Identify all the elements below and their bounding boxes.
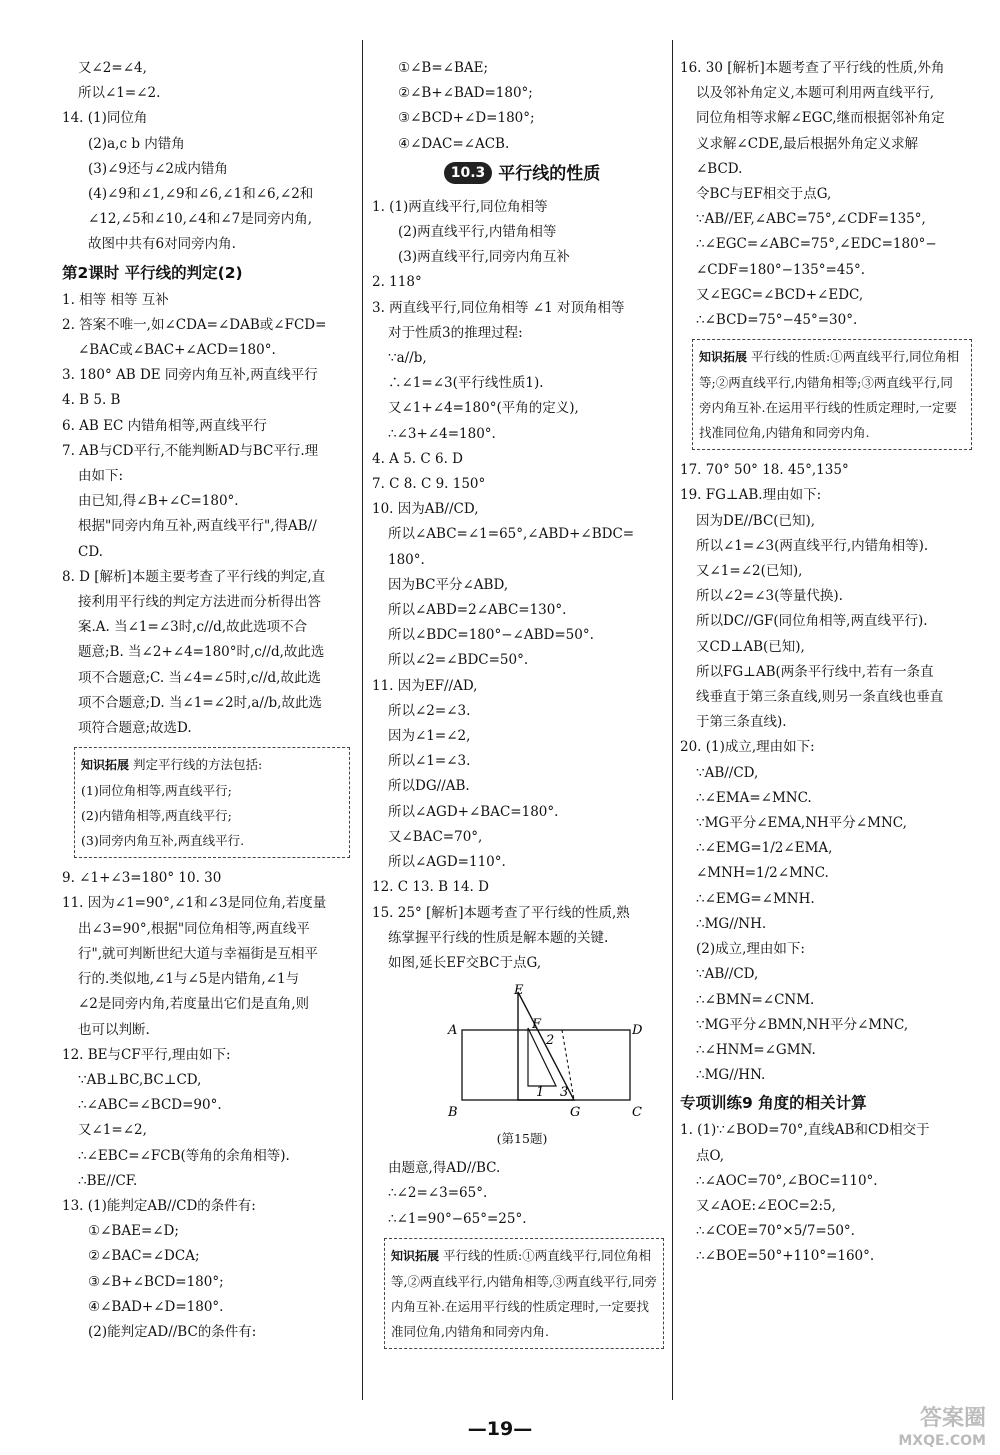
knowledge-tag: 知识拓展 bbox=[391, 1248, 440, 1263]
answer-line: 6. AB EC 内错角相等,两直线平行 bbox=[62, 417, 267, 434]
answer-line: 所以DC//GF(同位角相等,两直线平行). bbox=[696, 613, 928, 630]
section-badge: 10.3 bbox=[444, 162, 493, 184]
answer-line: 如图,延长EF交BC于点G, bbox=[388, 954, 542, 971]
answer-line: ②∠BAC=∠DCA; bbox=[88, 1248, 200, 1265]
answer-line: ∴∠EMG=∠MNH. bbox=[696, 890, 815, 907]
answer-line: 因为∠1=∠2, bbox=[388, 728, 471, 745]
knowledge-tag: 知识拓展 bbox=[81, 758, 130, 773]
knowledge-text: 平行线的性质:①两直线平行,同位角相等;②两直线平行,内错角相等;③两直线平行,同旁内角互补.在运用平行线的性质定理时,一定要找准同位角,内错角和同旁内角. bbox=[699, 349, 960, 441]
answer-line: 因为BC平分∠ABD, bbox=[388, 576, 509, 593]
section-heading bbox=[372, 159, 672, 189]
answer-line: 又∠2=∠4, bbox=[78, 60, 147, 76]
answer-line: CD. bbox=[78, 543, 103, 560]
label-F: F bbox=[532, 1017, 542, 1033]
answer-line: ∴∠EMA=∠MNC. bbox=[696, 789, 812, 806]
answer-line: 故图中共有6对同旁内角. bbox=[88, 236, 236, 253]
answer-line: 所以∠1=∠2. bbox=[78, 85, 161, 102]
answer-line: 根据"同旁内角互补,两直线平行",得AB// bbox=[78, 518, 317, 535]
answer-line: ∵MG平分∠EMA,NH平分∠MNC, bbox=[696, 815, 907, 832]
answer-line: ∵AB⊥BC,BC⊥CD, bbox=[78, 1071, 202, 1088]
answer-block-3 bbox=[372, 56, 672, 157]
answer-line: (2)能判定AD//BC的条件有: bbox=[88, 1323, 257, 1340]
knowledge-text: 平行线的性质:①两直线平行,同位角相等,②两直线平行,内错角相等,③两直线平行,同旁内角互补.在运用平行线的性质定理时,一定要找准同位角,内错角和同旁内角. bbox=[391, 1247, 657, 1339]
answer-line: ∵AB//EF,∠ABC=75°,∠CDF=135°, bbox=[696, 211, 926, 228]
answer-line: 又∠1=∠2(已知), bbox=[696, 563, 803, 580]
answer-line: 180°. bbox=[388, 551, 425, 568]
answer-line: ④∠BAD+∠D=180°. bbox=[88, 1298, 224, 1315]
answer-line: 线垂直于第三条直线,则另一条直线也垂直 bbox=[696, 689, 944, 706]
answer-line: 同位角相等求解∠EGC,继而根据邻补角定 bbox=[696, 110, 945, 127]
answer-line: 所以∠1=∠3. bbox=[388, 753, 471, 770]
column-divider bbox=[672, 40, 673, 1400]
lesson-heading: 第2课时 平行线的判定(2) bbox=[62, 263, 243, 282]
answer-line: (4)∠9和∠1,∠9和∠6,∠1和∠6,∠2和 bbox=[88, 186, 314, 203]
answer-line: ∠2是同旁内角,若度量出它们是直角,则 bbox=[78, 996, 309, 1013]
answer-line: 1. (1)两直线平行,同位角相等 bbox=[372, 198, 548, 215]
page-number: —19— bbox=[467, 1418, 533, 1440]
answer-line: ∴∠EBC=∠FCB(等角的余角相等). bbox=[78, 1147, 290, 1164]
knowledge-tag: 知识拓展 bbox=[699, 350, 748, 365]
answer-line: 项不合题意;C. 当∠4=∠5时,c//d,故此选 bbox=[78, 669, 321, 686]
answer-line: 20. (1)成立,理由如下: bbox=[680, 739, 815, 756]
answer-line: ②∠B+∠BAD=180°; bbox=[398, 85, 533, 102]
answer-line: ∠CDF=180°−135°=45°. bbox=[696, 261, 866, 278]
answer-block-4 bbox=[372, 195, 672, 976]
answer-line: 所以∠ABC=∠1=65°,∠ABD+∠BDC= bbox=[388, 526, 635, 543]
label-3: 3 bbox=[560, 1085, 569, 1101]
answer-line: ∴∠1=90°−65°=25°. bbox=[388, 1210, 527, 1227]
answer-line: ∴MG//HN. bbox=[696, 1067, 766, 1084]
answer-line: ∴BE//CF. bbox=[78, 1172, 138, 1189]
answer-line: 又∠1+∠4=180°(平角的定义), bbox=[388, 400, 579, 417]
answer-block-7 bbox=[680, 458, 980, 1269]
answer-line: 所以∠1=∠3(两直线平行,内错角相等). bbox=[696, 537, 929, 554]
label-D: D bbox=[632, 1023, 642, 1039]
answer-line: 16. 30 [解析]本题考查了平行线的性质,外角 bbox=[680, 60, 945, 76]
answer-line: ∴∠ABC=∠BCD=90°. bbox=[78, 1097, 222, 1114]
answer-line: ∴∠HNM=∠GMN. bbox=[696, 1041, 816, 1058]
answer-line: 所以∠AGD=110°. bbox=[388, 854, 506, 871]
answer-line: ∴∠BCD=75°−45°=30°. bbox=[696, 312, 858, 329]
answer-line: 所以DG//AB. bbox=[388, 778, 470, 795]
answer-line: ∵AB//CD, bbox=[696, 764, 759, 781]
knowledge-line: 判定平行线的方法包括: bbox=[133, 757, 263, 773]
answer-line: 所以FG⊥AB(两条平行线中,若有一条直 bbox=[696, 663, 934, 680]
answer-line: ∠12,∠5和∠10,∠4和∠7是同旁内角, bbox=[88, 211, 313, 228]
answer-line: ∴∠1=∠3(平行线性质1). bbox=[388, 375, 544, 392]
answer-line: 19. FG⊥AB.理由如下: bbox=[680, 487, 822, 504]
answer-line: 由题意,得AD//BC. bbox=[388, 1160, 501, 1177]
answer-line: 7. C 8. C 9. 150° bbox=[372, 476, 486, 493]
knowledge-line: (3)同旁内角互补,两直线平行. bbox=[81, 833, 245, 849]
answer-line: ①∠BAE=∠D; bbox=[88, 1223, 179, 1240]
answer-line: (2)a,c b 内错角 bbox=[88, 135, 185, 152]
answer-line: 2. 118° bbox=[372, 274, 422, 291]
answer-line: 义求解∠CDE,最后根据外角定义求解 bbox=[696, 135, 919, 152]
answer-line: (2)两直线平行,内错角相等 bbox=[398, 224, 557, 241]
answer-line: 于第三条直线). bbox=[696, 714, 787, 731]
column-divider bbox=[362, 40, 363, 1400]
label-2: 2 bbox=[546, 1033, 555, 1049]
answer-block-5 bbox=[372, 1156, 672, 1232]
answer-line: ∴∠2=∠3=65°. bbox=[388, 1185, 488, 1202]
answer-line: 所以∠2=∠3. bbox=[388, 702, 471, 719]
answer-line: ∴∠BMN=∠CNM. bbox=[696, 991, 815, 1008]
answer-line: 12. C 13. B 14. D bbox=[372, 879, 489, 896]
answer-line: 15. 25° [解析]本题考查了平行线的性质,熟 bbox=[372, 904, 630, 921]
answer-line: 又∠BAC=70°, bbox=[388, 828, 483, 845]
answer-line: 所以∠2=∠3(等量代换). bbox=[696, 588, 843, 605]
answer-line: 4. B 5. B bbox=[62, 392, 121, 409]
knowledge-line: (1)同位角相等,两直线平行; bbox=[81, 783, 232, 799]
answer-line: 14. (1)同位角 bbox=[62, 110, 148, 127]
answer-line: 因为DE//BC(已知), bbox=[696, 512, 816, 529]
answer-line: ∵a//b, bbox=[388, 350, 427, 367]
answer-line: ③∠B+∠BCD=180°; bbox=[88, 1273, 224, 1290]
answer-line: 又CD⊥AB(已知), bbox=[696, 638, 805, 655]
answer-line: 项不合题意;D. 当∠1=∠2时,a//b,故此选 bbox=[78, 694, 322, 711]
answer-line: 对于性质3的推理过程: bbox=[388, 324, 523, 341]
knowledge-box bbox=[74, 747, 350, 858]
answer-line: 又∠1=∠2, bbox=[78, 1122, 147, 1139]
answer-line: 又∠EGC=∠BCD+∠EDC, bbox=[696, 286, 864, 303]
answer-line: 17. 70° 50° 18. 45°,135° bbox=[680, 462, 849, 479]
answer-line: ∴∠EMG=1/2∠EMA, bbox=[696, 840, 833, 857]
answer-line: 令BC与EF相交于点G, bbox=[696, 186, 832, 203]
knowledge-box bbox=[384, 1238, 664, 1349]
answer-line: 12. BE与CF平行,理由如下: bbox=[62, 1046, 231, 1063]
watermark-text: 答案圈 bbox=[919, 1406, 986, 1431]
column-2 bbox=[372, 56, 672, 1357]
watermark-url: MXQE.COM bbox=[898, 1433, 986, 1449]
figure-15-diagram bbox=[442, 982, 642, 1122]
answer-line: ∠BAC或∠BAC+∠ACD=180°. bbox=[78, 342, 276, 359]
answer-line: ∴∠EGC=∠ABC=75°,∠EDC=180°− bbox=[696, 236, 937, 253]
answer-line: ∴MG//NH. bbox=[696, 915, 767, 932]
answer-line: 1. 相等 相等 互补 bbox=[62, 291, 169, 308]
answer-line: 4. A 5. C 6. D bbox=[372, 450, 463, 467]
answer-line: ∴∠AOC=70°,∠BOC=110°. bbox=[696, 1172, 878, 1189]
label-C: C bbox=[632, 1105, 642, 1121]
answer-block-1 bbox=[62, 56, 358, 741]
answer-line: 由已知,得∠B+∠C=180°. bbox=[78, 493, 239, 510]
answer-line: ∠BCD. bbox=[696, 160, 743, 177]
answer-line: 行的.类似地,∠1与∠5是内错角,∠1与 bbox=[78, 971, 300, 988]
answer-line: 13. (1)能判定AB//CD的条件有: bbox=[62, 1197, 256, 1214]
answer-line: (2)成立,理由如下: bbox=[696, 941, 805, 958]
answer-line: ∴∠BOE=50°+110°=160°. bbox=[696, 1248, 875, 1265]
answer-line: ∵MG平分∠BMN,NH平分∠MNC, bbox=[696, 1016, 909, 1033]
section-title: 平行线的性质 bbox=[498, 163, 601, 184]
figure-15 bbox=[442, 982, 642, 1126]
answer-line: 所以∠ABD=2∠ABC=130°. bbox=[388, 602, 567, 619]
answer-line: 2. 答案不唯一,如∠CDA=∠DAB或∠FCD= bbox=[62, 316, 327, 333]
figure-caption: (第15题) bbox=[496, 1131, 548, 1147]
answer-line: (3)∠9还与∠2成内错角 bbox=[88, 160, 228, 177]
label-G: G bbox=[570, 1105, 581, 1121]
answer-line: 以及邻补角定义,本题可利用两直线平行, bbox=[696, 85, 935, 102]
answer-line: 3. 180° AB DE 同旁内角互补,两直线平行 bbox=[62, 367, 318, 384]
knowledge-box bbox=[692, 339, 972, 450]
answer-line: 11. 因为EF//AD, bbox=[372, 677, 478, 694]
answer-line: 9. ∠1+∠3=180° 10. 30 bbox=[62, 870, 222, 887]
label-1: 1 bbox=[536, 1085, 545, 1101]
answer-line: 10. 因为AB//CD, bbox=[372, 501, 479, 518]
column-1 bbox=[62, 56, 358, 1345]
answer-line: ∴∠3+∠4=180°. bbox=[388, 425, 496, 442]
label-A: A bbox=[448, 1023, 458, 1039]
answer-line: 所以∠AGD+∠BAC=180°. bbox=[388, 803, 559, 820]
answer-line: 又∠AOE:∠EOC=2:5, bbox=[696, 1197, 836, 1214]
answer-line: 3. 两直线平行,同位角相等 ∠1 对顶角相等 bbox=[372, 299, 625, 316]
answer-block-2 bbox=[62, 866, 358, 1345]
column-3 bbox=[680, 56, 980, 1270]
answer-line: 1. (1)∵∠BOD=70°,直线AB和CD相交于 bbox=[680, 1122, 930, 1139]
answer-line: ∵AB//CD, bbox=[696, 966, 759, 983]
answer-line: 题意;B. 当∠2+∠4=180°时,c//d,故此选 bbox=[78, 644, 325, 661]
answer-line: 接利用平行线的判定方法进而分析得出答 bbox=[78, 594, 321, 611]
answer-line: 行",就可判断世纪大道与幸福街是互相平 bbox=[78, 945, 319, 962]
answer-line: 项符合题意;故选D. bbox=[78, 720, 192, 737]
answer-line: ①∠B=∠BAE; bbox=[398, 60, 489, 76]
answer-block-6 bbox=[680, 56, 980, 333]
knowledge-line: (2)内错角相等,两直线平行; bbox=[81, 808, 232, 824]
answer-line: (3)两直线平行,同旁内角互补 bbox=[398, 249, 570, 266]
answer-line: 点O, bbox=[696, 1147, 725, 1164]
answer-line: 出∠3=90°,根据"同位角相等,两直线平 bbox=[78, 920, 310, 937]
answer-line: ③∠BCD+∠D=180°; bbox=[398, 110, 535, 127]
label-E: E bbox=[514, 983, 524, 999]
answer-line: 7. AB与CD平行,不能判断AD与BC平行.理 bbox=[62, 442, 319, 459]
answer-line: 8. D [解析]本题主要考查了平行线的判定,直 bbox=[62, 568, 326, 585]
watermark-logo bbox=[898, 1408, 986, 1452]
answer-line: 也可以判断. bbox=[78, 1021, 150, 1038]
answer-line: ∠MNH=1/2∠MNC. bbox=[696, 865, 829, 882]
answer-line: 练掌握平行线的性质是解本题的关键. bbox=[388, 929, 609, 946]
answer-line: 案.A. 当∠1=∠3时,c//d,故此选项不合 bbox=[78, 619, 308, 636]
answer-line: 由如下: bbox=[78, 468, 124, 485]
answer-line: 所以∠BDC=180°−∠ABD=50°. bbox=[388, 627, 594, 644]
answer-line: ∴∠COE=70°×5/7=50°. bbox=[696, 1223, 855, 1240]
label-B: B bbox=[448, 1105, 458, 1121]
answer-line: 11. 因为∠1=90°,∠1和∠3是同位角,若度量 bbox=[62, 895, 327, 912]
answer-line: ④∠DAC=∠ACB. bbox=[398, 135, 510, 152]
lesson-heading: 专项训练9 角度的相关计算 bbox=[680, 1094, 867, 1113]
answer-line: 所以∠2=∠BDC=50°. bbox=[388, 652, 529, 669]
